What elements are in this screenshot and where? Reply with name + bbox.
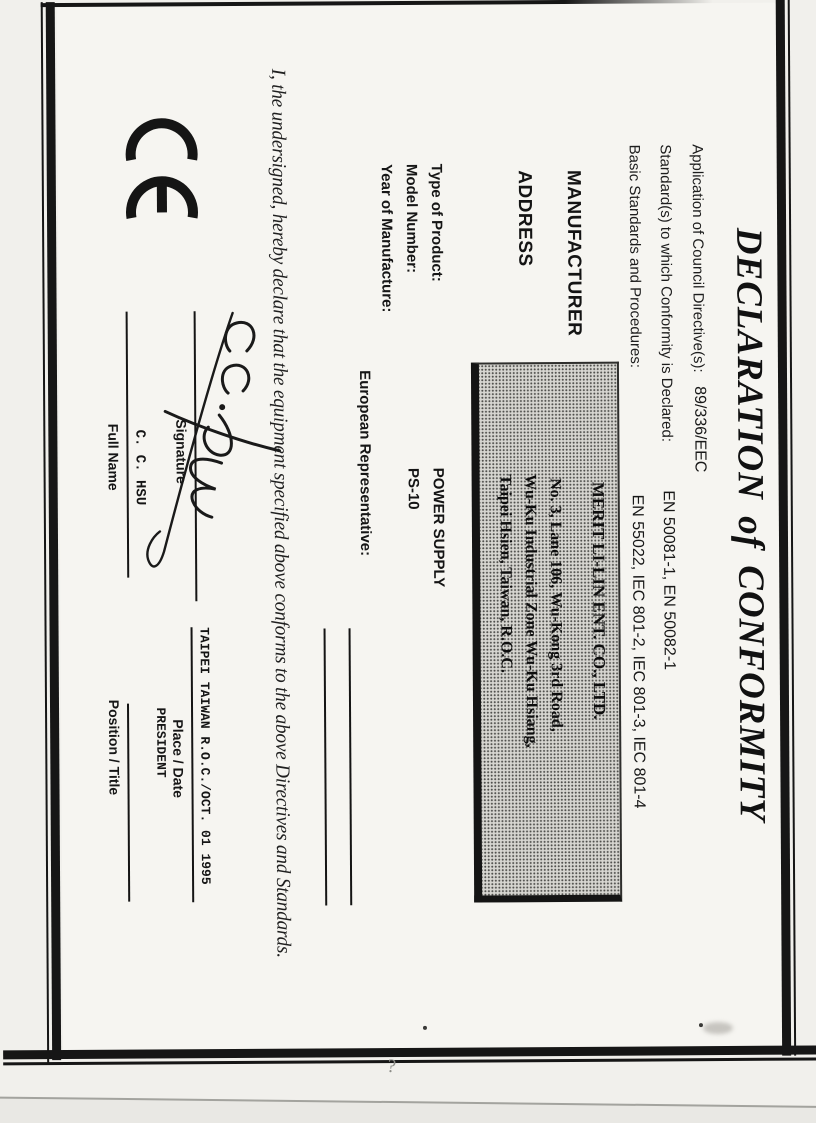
pencil-mark: ? <box>385 1055 398 1078</box>
position-value: PRESIDENT <box>153 707 169 778</box>
ce-mark-icon <box>121 117 202 227</box>
directive-value: 89/336/EEC <box>691 386 709 473</box>
paper-edge-shadow <box>0 1097 816 1123</box>
european-representative-line-2 <box>324 628 328 905</box>
standards-value: EN 50081-1, EN 50082-1 <box>659 490 678 671</box>
document-title: DECLARATION of CONFORMITY <box>728 227 773 823</box>
european-representative-line-1 <box>349 628 353 905</box>
european-representative-label: European Representative: <box>355 370 375 557</box>
full-name-label: Full Name <box>105 423 122 491</box>
certificate-document <box>57 4 781 1050</box>
type-of-product-label: Type of Product: <box>427 163 446 282</box>
handwritten-signature-image <box>133 299 287 590</box>
company-address-box <box>471 362 622 903</box>
basic-standards-value: EN 55022, IEC 801-2, IEC 801-3, IEC 801-4 <box>628 494 648 809</box>
company-address-line: Taipei Hsien, Taiwan, R.O.C. <box>496 474 515 673</box>
company-name: MERIT LI-LIN ENT. CO., LTD. <box>588 481 610 720</box>
position-title-line <box>127 704 130 902</box>
model-number-value: PS-10 <box>404 467 422 510</box>
full-name-line <box>126 312 130 578</box>
model-number-label: Model Number: <box>402 163 421 274</box>
place-date-value: TAIPEI TAIWAN R.O.C./OCT. 01 1995 <box>196 627 214 885</box>
basic-standards-label: Basic Standards and Procedures: <box>625 144 644 369</box>
signature-label: Signature <box>173 419 190 484</box>
year-of-manufacture-label: Year of Manufacture: <box>377 164 396 313</box>
address-label: ADDRESS <box>513 170 536 267</box>
manufacturer-label: MANUFACTURER <box>562 169 585 337</box>
standards-label: Standard(s) to which Conformity is Declared: <box>656 144 676 443</box>
full-name-value: C. C. HSU <box>131 429 148 506</box>
position-title-label: Position / Title <box>105 699 123 796</box>
declaration-statement: I, the undersigned, hereby declare that the equipment specified above conforms to the above Directives and Standards. <box>267 68 295 958</box>
place-date-label: Place / Date <box>170 719 187 799</box>
place-date-line <box>191 627 195 902</box>
type-of-product-value: POWER SUPPLY <box>429 467 448 588</box>
scan-speck <box>699 1023 703 1027</box>
company-address-line: Wu-Ku Industrial Zone Wu-Ku Hsiang, <box>521 474 541 748</box>
company-address-line: No. 3, Lane 106, Wu-Kong 3rd Road, <box>546 477 566 732</box>
directive-label: Application of Council Directive(s): <box>688 144 707 373</box>
scan-speck <box>423 1026 427 1030</box>
